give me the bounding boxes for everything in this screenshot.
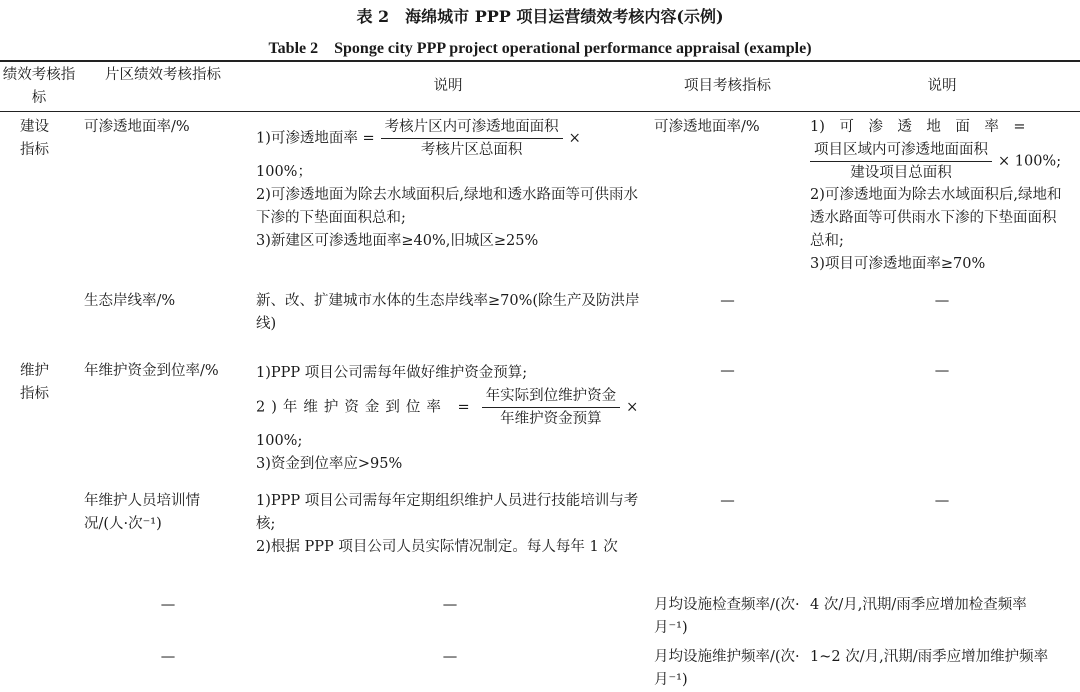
area-description (256, 116, 648, 253)
formula-fraction (482, 385, 621, 430)
denominator: 年维护资金预算 (500, 411, 602, 427)
p-formula-fraction (810, 139, 992, 184)
times: × (568, 130, 581, 147)
top-rule (0, 60, 1080, 62)
numerator: 项目区域内可渗透地面面积 (810, 139, 992, 162)
area-indicator: 年维护人员培训情况/(人·次⁻¹) (84, 493, 200, 532)
proj-description: — (934, 363, 950, 379)
formula-tail: 100%； (256, 164, 312, 180)
header-rule (0, 111, 1080, 112)
numerator: 年实际到位维护资金 (482, 385, 621, 408)
header-pdesc: 说明 (927, 78, 957, 94)
area-description (256, 362, 648, 476)
proj-indicator: 月均设施检查频率/(次·月⁻¹) (654, 597, 800, 636)
formula-tail: 100%; (256, 433, 303, 449)
area-dash: — (442, 649, 458, 665)
area-indicator: 生态岸线率/% (84, 293, 176, 309)
denominator: 考核片区总面积 (420, 142, 523, 158)
proj-description (810, 116, 1068, 276)
desc-3: 3)资金到位率应>95% (256, 456, 403, 472)
proj-indicator: — (720, 293, 735, 309)
p-desc-3: 3)项目可渗透地面率≥70% (810, 256, 986, 272)
proj-indicator: — (720, 493, 735, 509)
area-indicator: 可渗透地面率/% (84, 119, 190, 135)
desc-2: 2)可渗透地面为除去水域面积后,绿地和透水路面等可供雨水下渗的下垫面面积总和; (256, 187, 638, 226)
proj-indicator: 可渗透地面率/% (654, 119, 760, 135)
formula-fraction (381, 116, 563, 161)
table-title-cn: 表 2 海绵城市 PPP 项目运营绩效考核内容(示例) (356, 7, 724, 26)
area-description: 1)PPP 项目公司需每年定期组织维护人员进行技能培训与考核; 2)根据 PPP 项目公司人员实际情况制定。每人每年 1 次 (256, 493, 639, 555)
proj-description: 1~2 次/月,汛期/雨季应增加维护频率 (810, 649, 1049, 665)
times: × (626, 399, 639, 416)
proj-description: — (934, 493, 950, 509)
proj-description: — (934, 293, 950, 309)
proj-description: 4 次/月,汛期/雨季应增加检查频率 (810, 597, 1027, 613)
header-cat: 绩效考核指标 (2, 67, 76, 106)
cat-construction: 建设指标 (20, 119, 49, 158)
formula-lhs: 1)可渗透地面率 = (256, 130, 375, 147)
p-formula-lhs: 1) 可 渗 透 地 面 率 = (810, 119, 1026, 135)
header-desc: 说明 (433, 78, 463, 94)
p-formula-tail: × 100%; (998, 153, 1062, 170)
desc-3: 3)新建区可渗透地面率≥40%,旧城区≥25% (256, 233, 539, 249)
proj-indicator: — (720, 363, 735, 379)
numerator: 考核片区内可渗透地面面积 (381, 116, 563, 139)
header-area: 片区绩效考核指标 (105, 67, 221, 83)
area-indicator: 年维护资金到位率/% (84, 363, 219, 379)
table-title-en: Table 2 Sponge city PPP project operational performance appraisal (example) (268, 40, 812, 57)
p-desc-2: 2)可渗透地面为除去水域面积后,绿地和透水路面等可供雨水下渗的下垫面面积总和; (810, 187, 1062, 249)
header-proj: 项目考核指标 (684, 78, 771, 94)
proj-indicator: 月均设施维护频率/(次·月⁻¹) (654, 649, 800, 688)
cat-dash: — (160, 597, 176, 613)
desc-1: 1)PPP 项目公司需每年做好维护资金预算; (256, 365, 528, 381)
formula-lhs: 2)年维护资金到位率 = (256, 399, 476, 416)
area-dash: — (442, 597, 458, 613)
cat-maintenance: 维护指标 (20, 363, 49, 402)
denominator: 建设项目总面积 (850, 165, 952, 181)
cat-dash: — (160, 649, 176, 665)
area-description: 新、改、扩建城市水体的生态岸线率≥70%(除生产及防洪岸线) (256, 293, 640, 332)
